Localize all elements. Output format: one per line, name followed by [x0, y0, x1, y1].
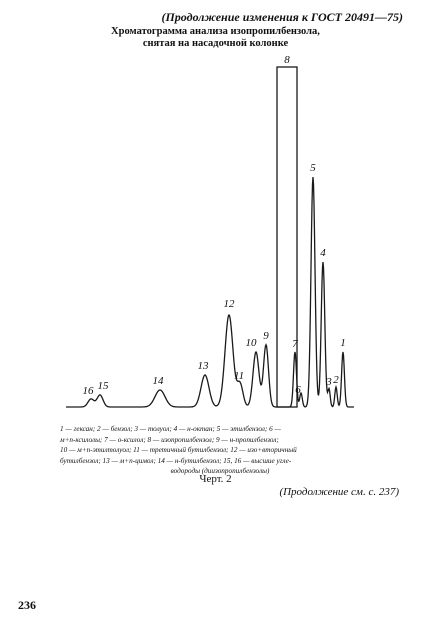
page-number: 236 [18, 598, 36, 612]
peak-label-11: 11 [233, 370, 245, 382]
peak-label-4: 4 [320, 247, 326, 259]
peak-label-10: 10 [245, 337, 257, 349]
chromatogram-trace-group [66, 67, 354, 407]
peak-legend [60, 424, 380, 477]
chromatogram-baseline-trace [66, 177, 354, 407]
continuation-footer-note: (Продолжение см. с. 237) [279, 486, 399, 498]
peak-label-15: 15 [97, 380, 109, 392]
peak-label-9: 9 [263, 330, 269, 342]
title-line-1: Хроматограмма анализа изопропилбензола, [111, 26, 320, 37]
peak-label-12: 12 [223, 298, 235, 310]
legend-line-1: 1 — гексан; 2 — бензол; 3 — толуол; 4 — н-октан; 5 — этилбензол; 6 — [60, 425, 281, 433]
peak-label-13: 13 [197, 360, 209, 372]
peak-label-7: 7 [292, 338, 298, 350]
title-line-2: снятая на насадочной колонке [142, 38, 289, 49]
peak-label-14: 14 [152, 375, 164, 387]
peak-label-2: 2 [333, 374, 339, 386]
peak-label-1: 1 [340, 337, 346, 349]
figure-label: Черт. 2 [199, 473, 232, 485]
legend-line-2: м+п-ксилолы; 7 — о-ксилол; 8 — изопропилбензол; 9 — н-пропилбензол; [60, 435, 279, 444]
peak-label-6: 6 [295, 384, 301, 396]
legend-line-3: 10 — м+п-этилтолуол; 11 — третичный бутилбензол; 12 — изо+вторичный [60, 446, 297, 454]
continuation-header-note: (Продолжение изменения к ГОСТ 20491—75) [161, 10, 403, 24]
peak-label-8: 8 [284, 54, 290, 66]
peak-label-3: 3 [326, 376, 332, 388]
peak-label-16: 16 [82, 385, 94, 397]
legend-line-5: водороды (диизопропилбензолы) [170, 467, 270, 475]
legend-line-4: бутилбензол; 13 — м+п-цимол; 14 — н-бутилбензол; 15, 16 — высшие угле- [60, 456, 292, 465]
peak-label-group [83, 54, 346, 397]
peak-label-5: 5 [310, 162, 316, 174]
